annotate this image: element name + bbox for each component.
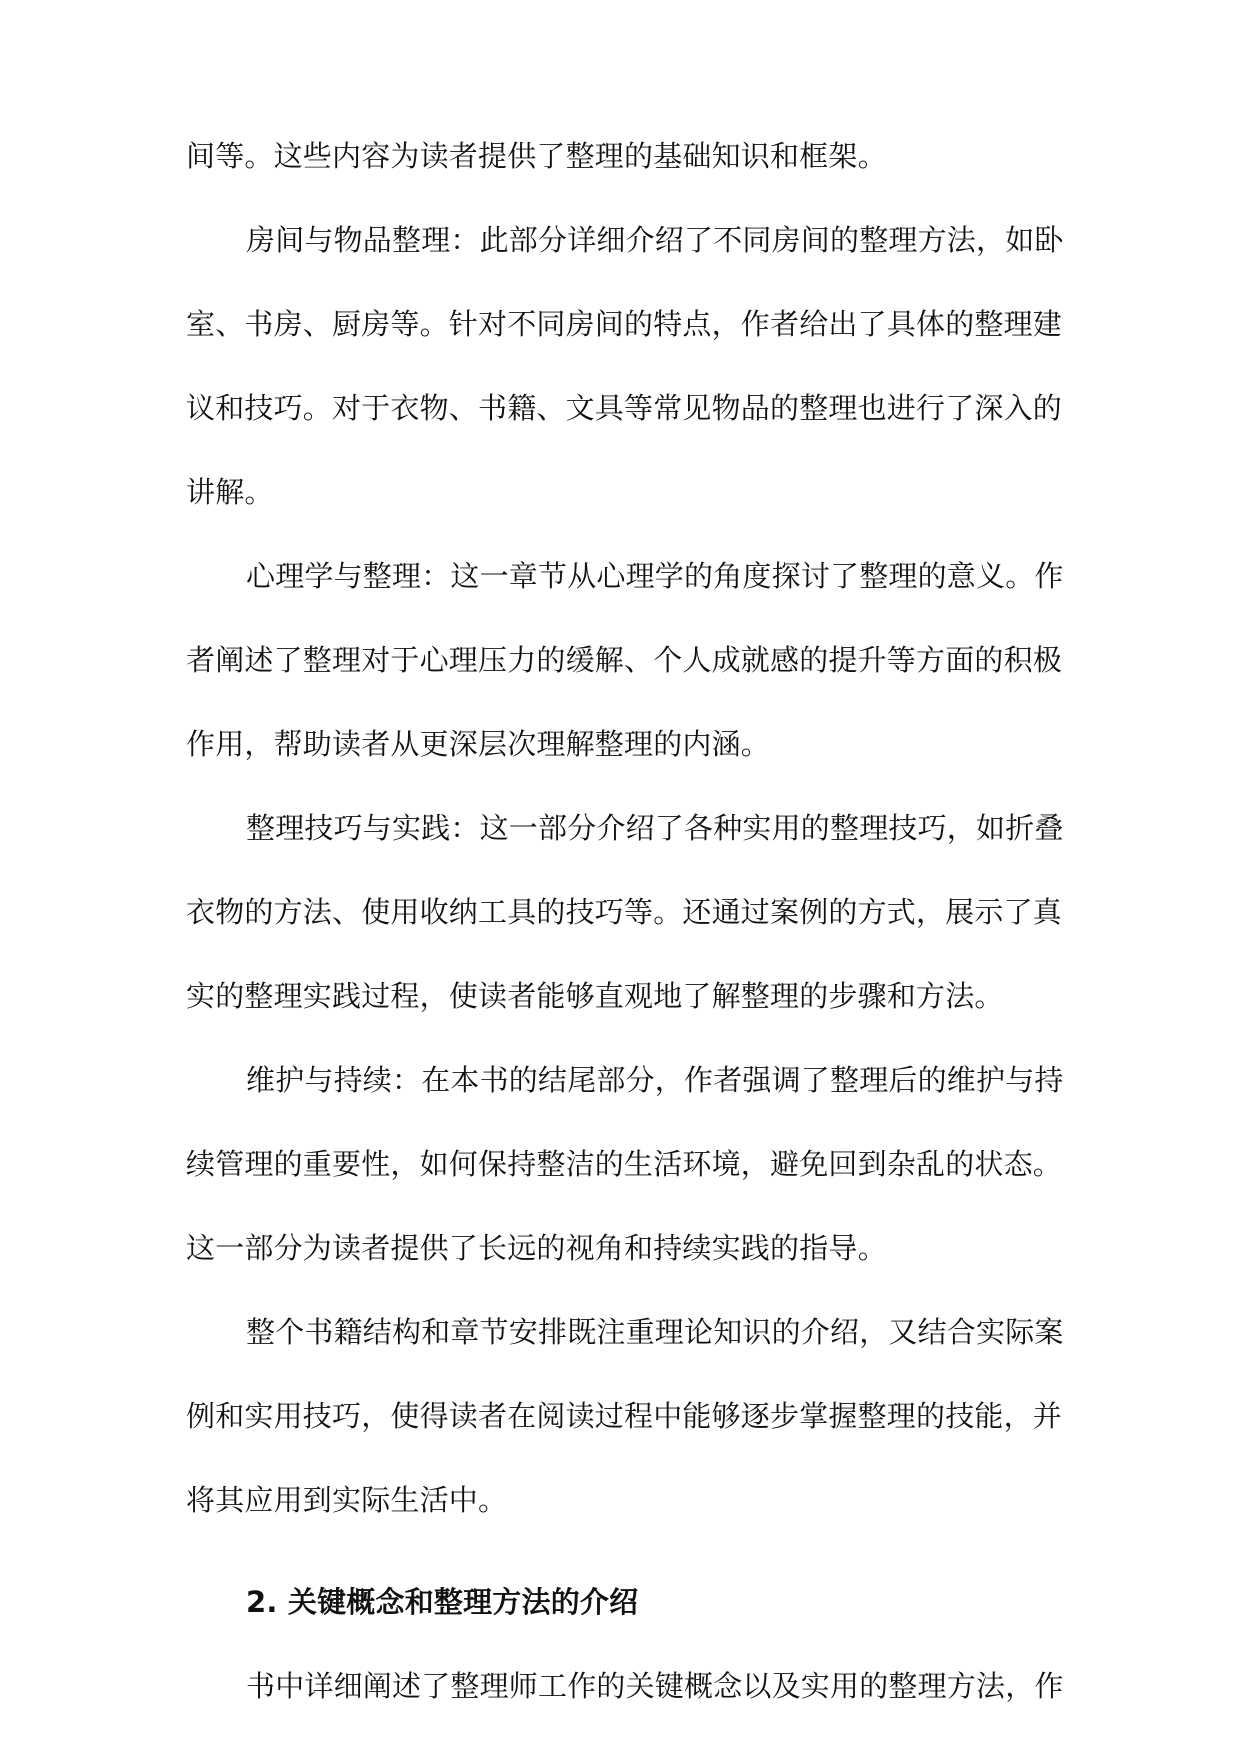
text-line: 例和实用技巧，使得读者在阅读过程中能够逐步掌握整理的技能，并 (186, 1399, 1063, 1433)
text-line: 房间与物品整理：此部分详细介绍了不同房间的整理方法，如卧 (246, 223, 1064, 257)
text-line: 实的整理实践过程，使读者能够直观地了解整理的步骤和方法。 (186, 979, 1004, 1013)
text-line: 作用，帮助读者从更深层次理解整理的内涵。 (186, 727, 771, 761)
text-line: 者阐述了整理对于心理压力的缓解、个人成就感的提升等方面的积极 (186, 643, 1063, 677)
text-line: 整理技巧与实践：这一部分介绍了各种实用的整理技巧，如折叠 (246, 811, 1064, 845)
text-line: 书中详细阐述了整理师工作的关键概念以及实用的整理方法，作 (246, 1669, 1064, 1703)
text-line: 续管理的重要性，如何保持整洁的生活环境，避免回到杂乱的状态。 (186, 1147, 1063, 1181)
text-line: 室、书房、厨房等。针对不同房间的特点，作者给出了具体的整理建 (186, 307, 1063, 341)
text-line: 心理学与整理：这一章节从心理学的角度探讨了整理的意义。作 (246, 559, 1064, 593)
text-line: 衣物的方法、使用收纳工具的技巧等。还通过案例的方式，展示了真 (186, 895, 1063, 929)
text-line: 间等。这些内容为读者提供了整理的基础知识和框架。 (186, 139, 887, 173)
text-line: 讲解。 (186, 475, 274, 509)
text-line: 将其应用到实际生活中。 (186, 1483, 508, 1517)
text-line: 维护与持续：在本书的结尾部分，作者强调了整理后的维护与持 (246, 1063, 1064, 1097)
text-line: 这一部分为读者提供了长远的视角和持续实践的指导。 (186, 1231, 887, 1265)
text-line: 议和技巧。对于衣物、书籍、文具等常见物品的整理也进行了深入的 (186, 391, 1063, 425)
text-line: 整个书籍结构和章节安排既注重理论知识的介绍，又结合实际案 (246, 1315, 1064, 1349)
section-heading: 2. 关键概念和整理方法的介绍 (246, 1585, 639, 1619)
